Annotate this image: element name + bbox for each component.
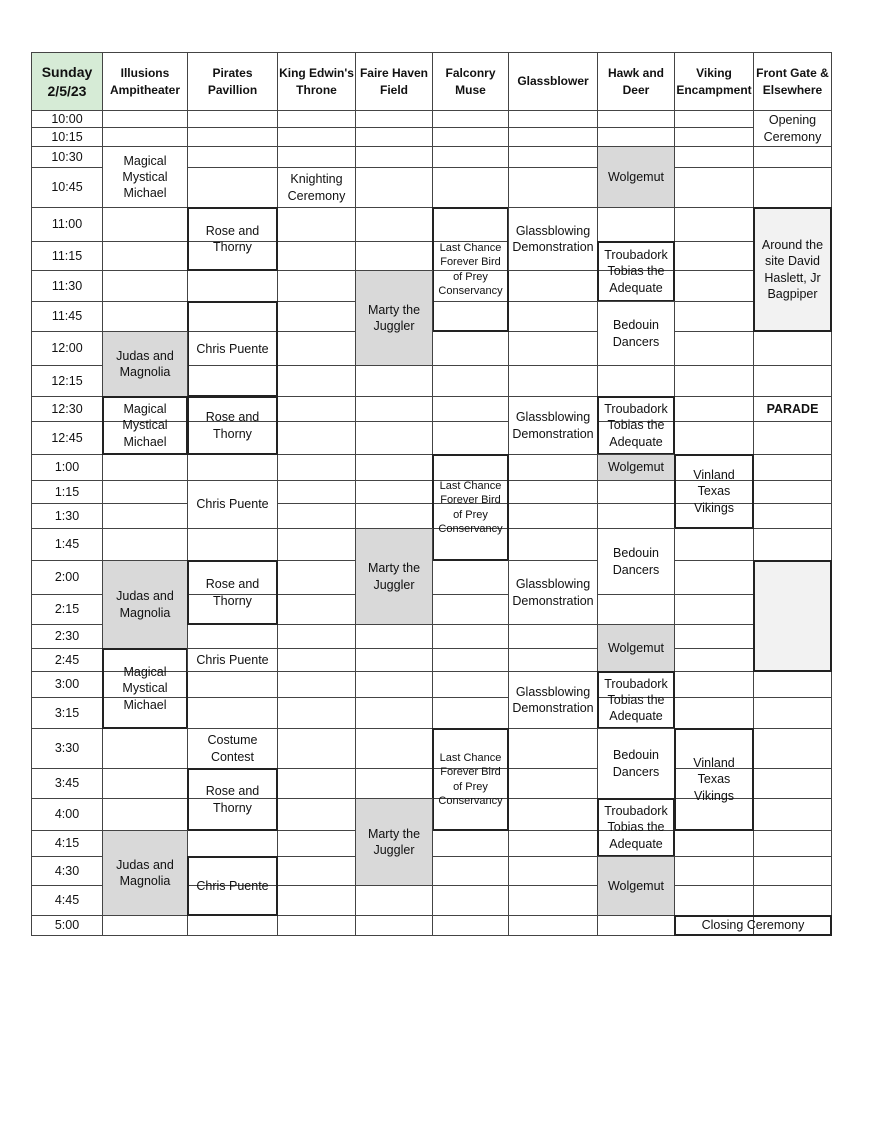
empty-cell: [508, 885, 598, 916]
stage-header: Glassblower: [508, 52, 598, 111]
empty-cell: [277, 648, 356, 672]
empty-cell: [674, 421, 754, 455]
event-block: Last Chance Forever Bird of Prey Conservancy: [432, 454, 509, 561]
empty-cell: [508, 270, 598, 302]
empty-cell: [277, 560, 356, 595]
empty-cell: [355, 768, 433, 799]
empty-cell: [277, 624, 356, 649]
empty-cell: [355, 127, 433, 147]
event-block: Troubadork Tobias the Adequate: [597, 241, 675, 302]
empty-cell: [432, 110, 509, 128]
time-slot-label: 4:30: [31, 856, 103, 886]
empty-cell: [432, 167, 509, 208]
event-block: Marty the Juggler: [355, 528, 433, 625]
event-block: Judas and Magnolia: [102, 331, 188, 397]
empty-cell: [432, 830, 509, 857]
empty-cell: [674, 528, 754, 561]
empty-cell: [753, 146, 832, 168]
empty-cell: [102, 207, 188, 242]
empty-cell: [277, 671, 356, 698]
empty-cell: [355, 146, 433, 168]
empty-cell: [674, 594, 754, 625]
empty-cell: [508, 454, 598, 481]
time-slot-label: 4:45: [31, 885, 103, 916]
event-block: Last Chance Forever Bird of Prey Conservancy: [432, 207, 509, 332]
empty-cell: [597, 594, 675, 625]
time-slot-label: 1:30: [31, 503, 103, 529]
empty-cell: [508, 167, 598, 208]
empty-cell: [277, 331, 356, 366]
empty-cell: [277, 365, 356, 397]
event-block: Judas and Magnolia: [102, 830, 188, 916]
empty-cell: [674, 241, 754, 271]
empty-cell: [102, 270, 188, 302]
empty-cell: [674, 167, 754, 208]
empty-cell: [102, 480, 188, 504]
time-slot-label: 11:00: [31, 207, 103, 242]
empty-cell: [277, 110, 356, 128]
empty-cell: [753, 528, 832, 561]
empty-cell: [674, 697, 754, 729]
empty-cell: [674, 396, 754, 422]
empty-cell: [187, 146, 278, 168]
empty-cell: [508, 528, 598, 561]
empty-cell: [753, 421, 832, 455]
event-block: Bedouin Dancers: [597, 301, 675, 366]
empty-cell: [508, 146, 598, 168]
time-slot-label: 10:15: [31, 127, 103, 147]
empty-cell: [432, 624, 509, 649]
empty-cell: [753, 798, 832, 831]
event-block: Around the site David Haslett, Jr Bagpiper: [753, 207, 832, 332]
empty-cell: [277, 885, 356, 916]
empty-cell: [277, 830, 356, 857]
empty-cell: [355, 697, 433, 729]
event-block: Wolgemut: [597, 624, 675, 672]
empty-cell: [508, 830, 598, 857]
stage-header: Viking Encampment: [674, 52, 754, 111]
time-slot-label: 2:45: [31, 648, 103, 672]
time-slot-label: 1:15: [31, 480, 103, 504]
stage-header: Faire Haven Field: [355, 52, 433, 111]
empty-cell: [277, 127, 356, 147]
event-block: Glassblowing Demonstration: [508, 396, 598, 455]
empty-cell: [187, 671, 278, 698]
empty-cell: [674, 331, 754, 366]
empty-cell: [102, 454, 188, 481]
event-block: Last Chance Forever Bird of Prey Conservancy: [432, 728, 509, 831]
empty-cell: [432, 560, 509, 595]
event-block: Rose and Thorny: [187, 207, 278, 271]
event-block: Magical Mystical Michael: [102, 648, 188, 729]
event-block: Chris Puente: [187, 856, 278, 916]
empty-cell: [753, 697, 832, 729]
empty-cell: [674, 270, 754, 302]
time-slot-label: 3:45: [31, 768, 103, 799]
event-block: Glassblowing Demonstration: [508, 671, 598, 729]
event-block: Rose and Thorny: [187, 768, 278, 831]
time-slot-label: 12:45: [31, 421, 103, 455]
empty-cell: [355, 241, 433, 271]
empty-cell: [277, 270, 356, 302]
empty-cell: [355, 396, 433, 422]
event-block: Troubadork Tobias the Adequate: [597, 396, 675, 455]
empty-cell: [277, 768, 356, 799]
empty-cell: [277, 454, 356, 481]
empty-cell: [674, 624, 754, 649]
empty-cell: [277, 146, 356, 168]
event-block: Closing Ceremony: [674, 915, 832, 936]
empty-cell: [277, 697, 356, 729]
empty-cell: [277, 396, 356, 422]
event-block: Opening Ceremony: [753, 110, 832, 147]
time-slot-label: 2:00: [31, 560, 103, 595]
empty-cell: [674, 110, 754, 128]
time-slot-label: 12:30: [31, 396, 103, 422]
event-block: Wolgemut: [597, 146, 675, 208]
empty-cell: [432, 915, 509, 936]
empty-cell: [277, 798, 356, 831]
time-slot-label: 3:30: [31, 728, 103, 769]
time-slot-label: 11:15: [31, 241, 103, 271]
empty-cell: [277, 728, 356, 769]
empty-cell: [187, 270, 278, 302]
empty-cell: [187, 528, 278, 561]
empty-cell: [432, 396, 509, 422]
empty-cell: [597, 480, 675, 504]
time-slot-label: 1:00: [31, 454, 103, 481]
time-slot-label: 10:30: [31, 146, 103, 168]
time-slot-label: 3:00: [31, 671, 103, 698]
empty-cell: [277, 207, 356, 242]
empty-cell: [355, 110, 433, 128]
empty-cell: [102, 127, 188, 147]
empty-cell: [597, 207, 675, 242]
empty-cell: [187, 110, 278, 128]
empty-cell: [277, 241, 356, 271]
event-block: Wolgemut: [597, 454, 675, 481]
empty-cell: [187, 454, 278, 481]
event-block: Troubadork Tobias the Adequate: [597, 671, 675, 729]
event-block: Chris Puente: [187, 480, 278, 529]
empty-cell: [277, 856, 356, 886]
empty-cell: [508, 127, 598, 147]
empty-cell: [674, 207, 754, 242]
empty-cell: [432, 331, 509, 366]
empty-cell: [508, 365, 598, 397]
time-slot-label: 2:15: [31, 594, 103, 625]
empty-cell: [355, 503, 433, 529]
event-block: Costume Contest: [187, 728, 278, 769]
event-block: Rose and Thorny: [187, 396, 278, 455]
empty-cell: [508, 110, 598, 128]
empty-cell: [753, 830, 832, 857]
event-block: Marty the Juggler: [355, 270, 433, 366]
empty-cell: [674, 830, 754, 857]
empty-cell: [597, 127, 675, 147]
empty-cell: [597, 110, 675, 128]
empty-cell: [674, 648, 754, 672]
empty-cell: [753, 856, 832, 886]
time-slot-label: 10:00: [31, 110, 103, 128]
empty-cell: [753, 167, 832, 208]
empty-cell: [508, 856, 598, 886]
time-slot-label: 12:15: [31, 365, 103, 397]
empty-cell: [508, 798, 598, 831]
empty-cell: [102, 503, 188, 529]
empty-cell: [102, 798, 188, 831]
empty-cell: [508, 301, 598, 332]
empty-cell: [355, 671, 433, 698]
empty-cell: [277, 301, 356, 332]
empty-cell: [674, 885, 754, 916]
empty-cell: [432, 697, 509, 729]
empty-cell: [432, 671, 509, 698]
empty-cell: [597, 915, 675, 936]
time-slot-label: 3:15: [31, 697, 103, 729]
empty-cell: [187, 167, 278, 208]
empty-cell: [508, 503, 598, 529]
empty-cell: [508, 648, 598, 672]
event-block: [753, 560, 832, 672]
empty-cell: [508, 915, 598, 936]
empty-cell: [355, 915, 433, 936]
event-block: Knighting Ceremony: [277, 167, 356, 208]
event-block: Troubadork Tobias the Adequate: [597, 798, 675, 857]
event-block: Magical Mystical Michael: [102, 146, 188, 208]
empty-cell: [355, 365, 433, 397]
event-block: Judas and Magnolia: [102, 560, 188, 649]
empty-cell: [355, 421, 433, 455]
empty-cell: [753, 728, 832, 769]
empty-cell: [355, 728, 433, 769]
empty-cell: [277, 480, 356, 504]
empty-cell: [277, 503, 356, 529]
empty-cell: [597, 365, 675, 397]
event-block: Glassblowing Demonstration: [508, 207, 598, 271]
empty-cell: [674, 127, 754, 147]
empty-cell: [187, 624, 278, 649]
empty-cell: [508, 624, 598, 649]
empty-cell: [355, 207, 433, 242]
empty-cell: [674, 365, 754, 397]
time-slot-label: 1:45: [31, 528, 103, 561]
stage-header: King Edwin's Throne: [277, 52, 356, 111]
empty-cell: [753, 331, 832, 366]
empty-cell: [753, 480, 832, 504]
empty-cell: [102, 528, 188, 561]
empty-cell: [187, 127, 278, 147]
empty-cell: [753, 365, 832, 397]
time-slot-label: 12:00: [31, 331, 103, 366]
empty-cell: [102, 915, 188, 936]
time-slot-label: 2:30: [31, 624, 103, 649]
time-slot-label: 5:00: [31, 915, 103, 936]
empty-cell: [432, 885, 509, 916]
empty-cell: [432, 127, 509, 147]
event-block: Magical Mystical Michael: [102, 396, 188, 455]
empty-cell: [432, 146, 509, 168]
empty-cell: [355, 885, 433, 916]
event-block: PARADE: [753, 396, 832, 422]
event-block: Vinland Texas Vikings: [674, 454, 754, 529]
empty-cell: [187, 830, 278, 857]
time-slot-label: 4:00: [31, 798, 103, 831]
empty-cell: [102, 728, 188, 769]
empty-cell: [597, 503, 675, 529]
event-block: Chris Puente: [187, 648, 278, 672]
empty-cell: [355, 624, 433, 649]
empty-cell: [102, 301, 188, 332]
empty-cell: [355, 454, 433, 481]
empty-cell: [102, 768, 188, 799]
empty-cell: [187, 697, 278, 729]
empty-cell: [674, 856, 754, 886]
event-block: Bedouin Dancers: [597, 528, 675, 595]
stage-header: Falconry Muse: [432, 52, 509, 111]
empty-cell: [508, 480, 598, 504]
time-slot-label: 11:30: [31, 270, 103, 302]
empty-cell: [102, 241, 188, 271]
empty-cell: [432, 856, 509, 886]
time-slot-label: 11:45: [31, 301, 103, 332]
empty-cell: [432, 648, 509, 672]
empty-cell: [432, 421, 509, 455]
empty-cell: [753, 885, 832, 916]
empty-cell: [508, 728, 598, 769]
empty-cell: [674, 671, 754, 698]
empty-cell: [674, 560, 754, 595]
empty-cell: [674, 301, 754, 332]
empty-cell: [355, 480, 433, 504]
event-block: Chris Puente: [187, 301, 278, 397]
time-slot-label: 10:45: [31, 167, 103, 208]
empty-cell: [277, 528, 356, 561]
event-block: Bedouin Dancers: [597, 728, 675, 799]
empty-cell: [432, 365, 509, 397]
empty-cell: [508, 331, 598, 366]
empty-cell: [277, 915, 356, 936]
empty-cell: [432, 594, 509, 625]
empty-cell: [277, 421, 356, 455]
empty-cell: [674, 146, 754, 168]
time-slot-label: 4:15: [31, 830, 103, 857]
stage-header: Hawk and Deer: [597, 52, 675, 111]
event-block: Marty the Juggler: [355, 798, 433, 886]
stage-header: Pirates Pavillion: [187, 52, 278, 111]
empty-cell: [102, 110, 188, 128]
empty-cell: [753, 671, 832, 698]
empty-cell: [277, 594, 356, 625]
event-block: Rose and Thorny: [187, 560, 278, 625]
empty-cell: [355, 648, 433, 672]
empty-cell: [753, 454, 832, 481]
empty-cell: [753, 503, 832, 529]
empty-cell: [187, 915, 278, 936]
empty-cell: [508, 768, 598, 799]
event-block: Wolgemut: [597, 856, 675, 916]
stage-header: Illusions Ampitheater: [102, 52, 188, 111]
day-date-header: Sunday 2/5/23: [31, 52, 103, 111]
event-block: Vinland Texas Vikings: [674, 728, 754, 831]
empty-cell: [355, 167, 433, 208]
event-block: Glassblowing Demonstration: [508, 560, 598, 625]
empty-cell: [753, 768, 832, 799]
stage-header: Front Gate & Elsewhere: [753, 52, 832, 111]
